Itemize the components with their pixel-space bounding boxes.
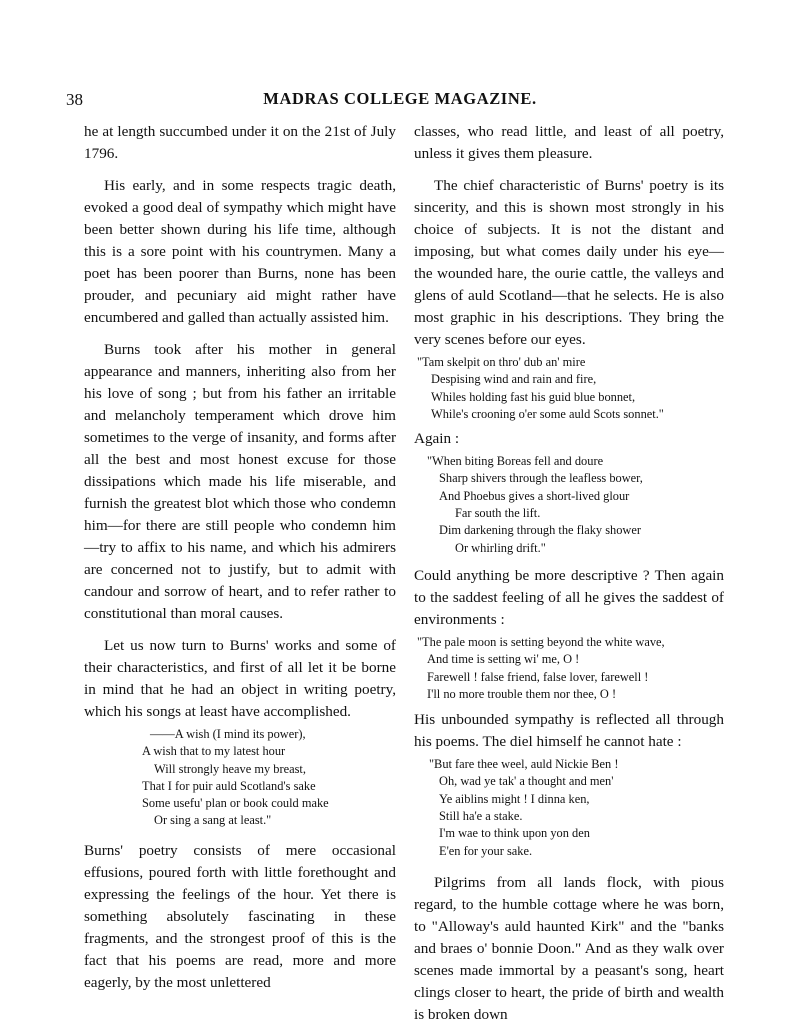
- verse-quote: [429, 756, 724, 860]
- right-column: [414, 121, 724, 1036]
- verse-line: And Phoebus gives a short-lived glour: [439, 488, 630, 503]
- again-label: Again :: [414, 430, 460, 448]
- verse-line: Whiles holding fast his guid blue bonnet,: [431, 389, 636, 404]
- paragraph: Pilgrims from all lands flock, with pious regard, to the humble cottage where he was born, to "Alloway's auld haunted Kirk" and the "banks and braes o' bonnie Doon." And as they walk over scenes made immortal by a peasant's song, heart clings closer to heart, the pride of birth and wealth is broken down: [414, 873, 724, 1023]
- verse-quote: [417, 634, 724, 703]
- left-column: [84, 121, 396, 1004]
- verse-line: ——A wish (I mind its power),: [150, 727, 306, 741]
- verse-line: Some usefu' plan or book could make: [142, 796, 329, 811]
- verse-line: Oh, wad ye tak' a thought and men': [439, 774, 614, 789]
- verse-line: Or whirling drift.": [455, 540, 546, 555]
- verse-line: Sharp shivers through the leafless bower,: [439, 471, 643, 486]
- paragraph: Let us now turn to Burns' works and some of their characteristics, and first of all let it be borne in mind that he had an object in writing poetry, which his songs at least have accomplished.: [84, 637, 396, 720]
- verse-line: That I for puir auld Scotland's sake: [142, 778, 316, 793]
- verse-line: "Tam skelpit on thro' dub an' mire: [417, 355, 586, 369]
- running-head: MADRAS COLLEGE MAGAZINE.: [263, 89, 537, 108]
- verse-line: A wish that to my latest hour: [142, 744, 286, 759]
- verse-line: I'll no more trouble them nor thee, O !: [427, 686, 617, 701]
- paragraph: he at length succumbed under it on the 21st of July 1796.: [84, 123, 396, 162]
- verse-line: Or sing a sang at least.": [154, 813, 272, 828]
- verse-line: "But fare thee weel, auld Nickie Ben !: [429, 757, 619, 772]
- paragraph: Burns' poetry consists of mere occasional effusions, poured forth with little forethought and expressing the feelings of the hour. Yet there is something absolutely fascinating in these fragments, and the strongest proof of this is the fact that his poems are read, more and more eagerly, by the most unlettered: [84, 841, 396, 991]
- verse-line: Far south the lift.: [455, 506, 541, 521]
- page-number: 38: [66, 90, 83, 109]
- verse-quote: [417, 354, 724, 423]
- paragraph: Burns took after his mother in general appearance and manners, inheriting also from her his love of song ; but from his father an irritable and melancholy temperament which drove him sometimes to the verge of insanity, and forms after all the best and most honest excuse for those dissipations which made his life miserable, and furnish the greatest blot which those who condemn him—for there are still people who condemn him—try to affix to his name, and which his admirers are concerned not to justify, but to admit with candour and sorrow of heart, and to refer rather to constitutional than moral causes.: [84, 341, 396, 622]
- verse-line: Ye aiblins might ! I dinna ken,: [439, 791, 590, 806]
- paragraph: His unbounded sympathy is reflected all through his poems. The diel himself he cannot hate :: [414, 711, 724, 751]
- verse-line: While's crooning o'er some auld Scots sonnet.": [431, 406, 664, 421]
- verse-line: E'en for your sake.: [439, 843, 533, 858]
- verse-quote: [142, 726, 396, 830]
- verse-line: Farewell ! false friend, false lover, farewell !: [427, 669, 649, 684]
- verse-quote: [427, 453, 724, 557]
- verse-line: "The pale moon is setting beyond the white wave,: [417, 634, 665, 649]
- verse-line: Despising wind and rain and fire,: [431, 372, 597, 387]
- verse-line: Dim darkening through the flaky shower: [439, 523, 641, 538]
- paragraph: His early, and in some respects tragic death, evoked a good deal of sympathy which might have been better shown during his life time, although this is a sore point with his countrymen. Many a poet has been poorer than Burns, none has been prouder, and pecuniary aid might rather have encumbered and galled than actually assisted him.: [84, 177, 396, 326]
- verse-line: And time is setting wi' me, O !: [427, 652, 580, 667]
- paragraph: classes, who read little, and least of all poetry, unless it gives them pleasure.: [414, 123, 724, 162]
- verse-line: Will strongly heave my breast,: [154, 761, 306, 776]
- verse-line: I'm wae to think upon yon den: [439, 826, 590, 841]
- paragraph: The chief characteristic of Burns' poetry is its sincerity, and this is shown most strongly in his choice of subjects. It is not the distant and imposing, but what comes daily under his eye—the wounded hare, the ourie cattle, the valleys and glens of auld Scotland—that he selects. He is also most graphic in his descriptions. They bring the very scenes before our eyes.: [414, 177, 724, 348]
- paragraph: Could anything be more descriptive ? Then again to the saddest feeling of all he gives the saddest of environments :: [414, 566, 724, 628]
- verse-line: Still ha'e a stake.: [439, 809, 523, 824]
- verse-line: "When biting Boreas fell and doure: [427, 454, 604, 469]
